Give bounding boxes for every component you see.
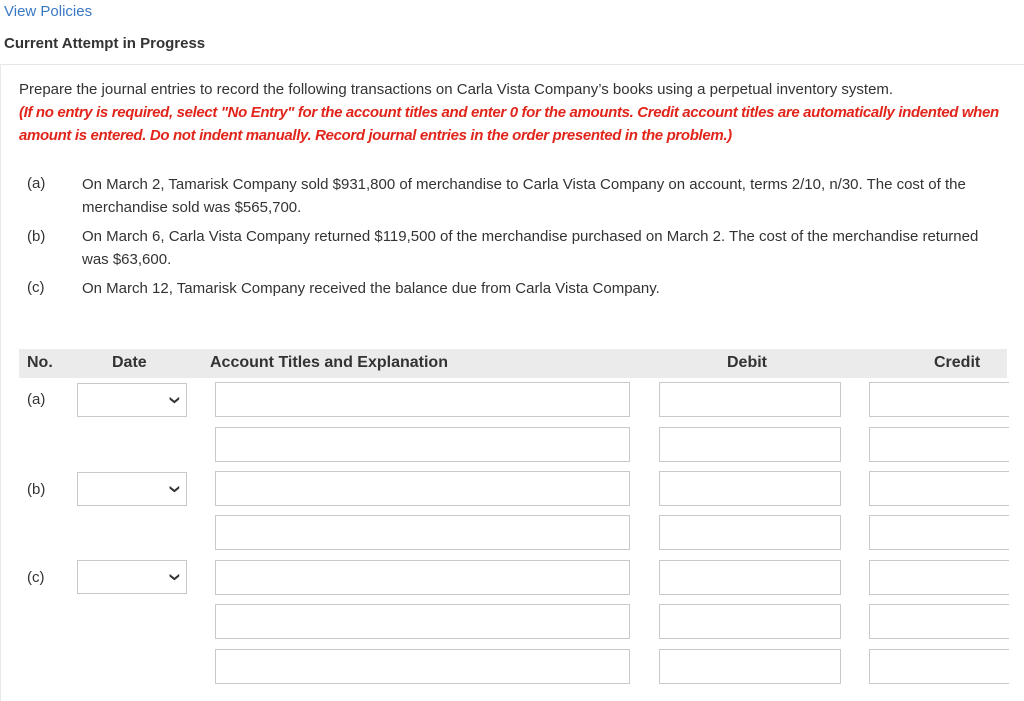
debit-input[interactable] [659, 560, 841, 595]
debit-input[interactable] [659, 427, 841, 462]
header-no: No. [27, 354, 53, 371]
transaction-letter-a: (a) [27, 175, 46, 192]
header-account: Account Titles and Explanation [210, 354, 448, 371]
debit-input[interactable] [659, 604, 841, 639]
entry-label-a: (a) [27, 391, 46, 408]
transaction-text-a: On March 2, Tamarisk Company sold $931,800 of merchandise to Carla Vista Company on account, terms 2/10, n/30. The cost of the merchandise sold was $565,700. [82, 176, 966, 216]
credit-input[interactable] [869, 604, 1009, 639]
debit-input[interactable] [659, 649, 841, 684]
transaction-text-b: On March 6, Carla Vista Company returned $119,500 of the merchandise purchased on March 2. The cost of the merchandise returned was $63,600. [82, 228, 979, 268]
account-title-input[interactable] [215, 649, 630, 684]
credit-input[interactable] [869, 515, 1009, 550]
view-policies-link[interactable]: View Policies [4, 3, 93, 20]
header-credit: Credit [934, 354, 981, 371]
account-title-input[interactable] [215, 604, 630, 639]
question-intro: Prepare the journal entries to record the following transactions on Carla Vista Company’s books using a perpetual inventory system. [19, 81, 894, 98]
attempt-status: Current Attempt in Progress [4, 35, 206, 52]
account-title-input[interactable] [215, 427, 630, 462]
transaction-letter-b: (b) [27, 228, 46, 245]
account-title-input[interactable] [215, 471, 630, 506]
chevron-down-icon: ❯ [169, 394, 181, 406]
transaction-text-c: On March 12, Tamarisk Company received the balance due from Carla Vista Company. [82, 280, 660, 297]
credit-input[interactable] [869, 649, 1009, 684]
debit-input[interactable] [659, 515, 841, 550]
account-title-input[interactable] [215, 515, 630, 550]
date-select-a[interactable] [77, 383, 187, 417]
transaction-letter-c: (c) [27, 279, 45, 296]
account-title-input[interactable] [215, 382, 630, 417]
entry-label-b: (b) [27, 481, 46, 498]
date-select-c[interactable] [77, 560, 187, 594]
question-instructions: (If no entry is required, select "No Entry" for the account titles and enter 0 for the amounts. Credit account titles are automatically indented when amount is entered. Do not indent manually. Record journal entries in the order presented in the problem.) [19, 104, 999, 144]
header-debit: Debit [727, 354, 767, 371]
header-divider [0, 64, 1024, 65]
journal-table-header [19, 349, 1007, 378]
debit-input[interactable] [659, 382, 841, 417]
credit-input[interactable] [869, 560, 1009, 595]
header-date: Date [112, 354, 147, 371]
debit-input[interactable] [659, 471, 841, 506]
chevron-down-icon: ❯ [169, 571, 181, 583]
entry-label-c: (c) [27, 569, 45, 586]
credit-input[interactable] [869, 427, 1009, 462]
credit-input[interactable] [869, 471, 1009, 506]
date-select-b[interactable] [77, 472, 187, 506]
account-title-input[interactable] [215, 560, 630, 595]
credit-input[interactable] [869, 382, 1009, 417]
chevron-down-icon: ❯ [169, 483, 181, 495]
left-border [0, 64, 1, 701]
